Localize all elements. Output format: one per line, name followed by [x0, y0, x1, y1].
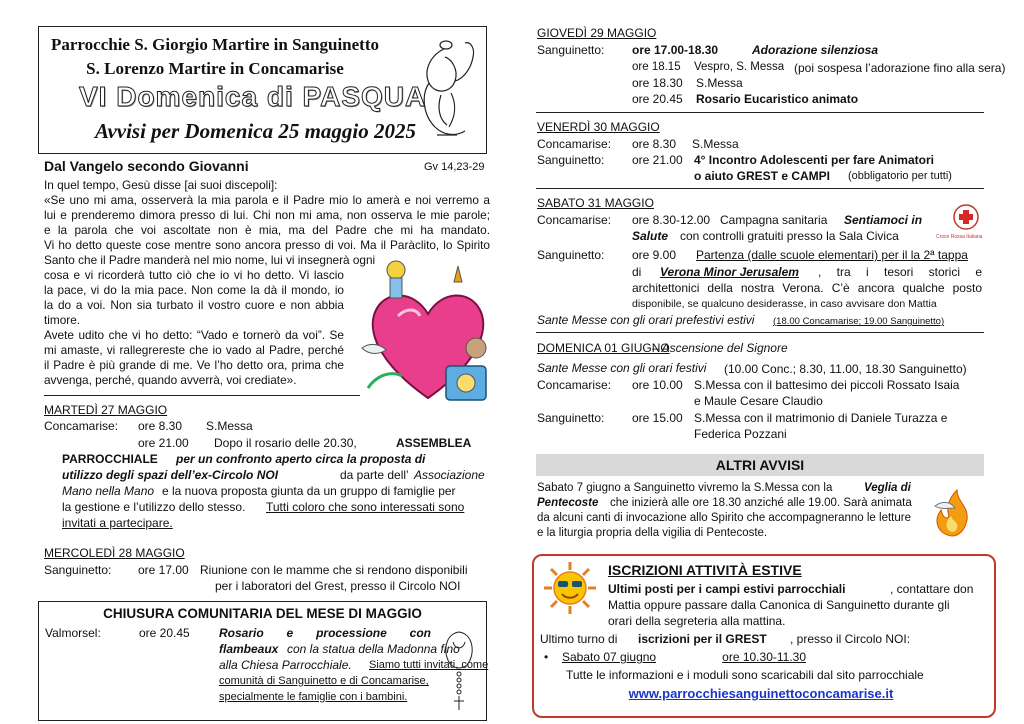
- place-label: Concamarise:: [537, 137, 612, 151]
- event: S.Messa con il matrimonio di Daniele Turazza e: [694, 411, 948, 425]
- event-highlight: PARROCCHIALE: [62, 452, 158, 466]
- time: ore 21.00: [138, 436, 189, 450]
- event: e la nuova proposta giunta da un gruppo di famiglie per: [162, 484, 456, 498]
- divider: [536, 188, 984, 189]
- event-note: Siamo tutti invitati, come: [369, 659, 489, 671]
- event: e Maule Cesare Claudio: [694, 394, 823, 408]
- gospel-line: mi amaste, vi rallegrereste che io vado al Padre, perché: [44, 343, 344, 357]
- event-highlight: Sentiamoci in: [844, 213, 923, 227]
- dove-icon: [411, 35, 481, 145]
- event: S.Messa: [206, 419, 253, 433]
- summer-text: , presso il Circolo NOI:: [790, 632, 911, 646]
- time: ore 9.00: [632, 248, 677, 262]
- summer-text: , contattare don: [890, 582, 974, 596]
- page-subtitle: Avvisi per Domenica 25 maggio 2025: [95, 119, 416, 143]
- day-heading-thursday: GIOVEDÌ 29 MAGGIO: [537, 26, 657, 40]
- sun-icon: [538, 560, 602, 616]
- divider: [536, 112, 984, 113]
- event-highlight: flambeaux: [219, 642, 279, 656]
- event: con la statua della Madonna fino: [287, 642, 460, 656]
- summer-text: orari della segreteria alla mattina.: [608, 614, 786, 628]
- association-name: Associazione: [414, 468, 485, 482]
- place-label: Concamarise:: [537, 213, 612, 227]
- parish-name-1: Parrocchie S. Giorgio Martire in Sanguinetto: [51, 35, 379, 54]
- time: ore 18.15: [632, 61, 681, 73]
- summer-activities-title: ISCRIZIONI ATTIVITÀ ESTIVE: [608, 562, 802, 578]
- event-highlight: ASSEMBLEA: [396, 436, 472, 450]
- event-highlight: Verona Minor Jerusalem: [660, 265, 799, 279]
- event: Dopo il rosario delle 20.30,: [214, 436, 357, 450]
- heart-eucharist-icon: [358, 258, 498, 408]
- time: ore 8.30-12.00: [632, 213, 711, 227]
- gospel-line: la do a voi. Non sia turbato il vostro cuore e non abbia: [44, 298, 344, 312]
- time: ore 18.30: [632, 76, 683, 90]
- notice-text: che inizierà alle ore 18.30 anziché alle 19.00. Sarà animata: [610, 497, 912, 509]
- event: disponibile, se qualcuno desiderasse, in caso avvisare don Mattia: [632, 298, 937, 310]
- event: per i laboratori del Grest, presso il Circolo NOI: [215, 579, 461, 593]
- event: Partenza (dalle scuole elementari) per il la 2ª tappa: [696, 248, 968, 262]
- grest-time: ore 10.30-11.30: [722, 650, 806, 664]
- parish-name-2: S. Lorenzo Martire in Concamarise: [86, 59, 344, 78]
- rosary-icon: [439, 628, 479, 712]
- summer-text-highlight: iscrizioni per il GREST: [638, 632, 767, 646]
- red-cross-label: Croce Rossa Italiana: [936, 234, 983, 240]
- red-cross-icon: [950, 203, 982, 235]
- event-note: specialmente le famiglie con i bambini.: [219, 691, 408, 703]
- gospel-line: Vi ho detto queste cose mentre sono ancora presso di voi. Ma il Paràclito, lo Spirito: [44, 238, 490, 252]
- event: Riunione con le mamme che si rendono disponibili: [200, 563, 468, 577]
- event: la gestione e l’utilizzo dello stesso.: [62, 500, 246, 514]
- place-label: Sanguinetto:: [537, 43, 605, 57]
- event: di: [632, 265, 642, 279]
- gospel-line: il Padre è più grande di me. Ve l’ho detto ora, prima che: [44, 358, 344, 372]
- feast-name: – Ascensione del Signore: [652, 341, 788, 355]
- notice-text: Sabato 7 giugno a Sanguinetto vivremo la S.Messa con la: [537, 482, 833, 494]
- gospel-line: lui e prenderemo dimora presso di lui. Chi non mi ama, non osserva le mie parole;: [44, 208, 490, 222]
- time: ore 20.45: [632, 92, 683, 106]
- day-heading-friday: VENERDÌ 30 MAGGIO: [537, 120, 660, 134]
- mass-schedule-note: Sante Messe con gli orari prefestivi estivi: [537, 313, 755, 327]
- place-label: Sanguinetto:: [44, 563, 112, 577]
- event: Campagna sanitaria: [720, 213, 828, 227]
- gospel-line: Avete udito che vi ho detto: “Vado e tornerò da voi”. Se: [44, 328, 344, 342]
- event-highlight: 4° Incontro Adolescenti per fare Animatori: [694, 153, 934, 167]
- time: ore 17.00-18.30: [632, 43, 719, 57]
- time: ore 21.00: [632, 153, 683, 167]
- place-label: Sanguinetto:: [537, 248, 605, 262]
- mass-schedule-times: (18.00 Concamarise; 19.00 Sanguinetto): [773, 316, 945, 327]
- mass-schedule-times: (10.00 Conc.; 8.30, 11.00, 18.30 Sanguinetto): [724, 362, 967, 376]
- event: da parte dell’: [340, 468, 409, 482]
- gospel-line: Santo che il Padre manderà nel mio nome, lui vi insegnerà ogni: [44, 253, 376, 267]
- divider: [536, 332, 984, 333]
- time: ore 8.30: [138, 419, 183, 433]
- event-note: Tutti coloro che sono interessati sono: [266, 500, 465, 514]
- event-highlight: utilizzo degli spazi dell’ex-Circolo NOI: [62, 468, 279, 482]
- time: ore 10.00: [632, 378, 683, 392]
- gospel-line: la pace, vi do la mia pace. Non come la dà il mondo, io: [44, 283, 344, 297]
- gospel-line: avvenga, perché, quando avverrà, voi crediate».: [44, 373, 297, 387]
- grest-date: Sabato 07 giugno: [562, 650, 657, 664]
- fire-dove-icon: [925, 486, 979, 540]
- time: ore 17.00: [138, 563, 189, 577]
- notice-text: e la liturgia propria della vigilia di Pentecoste.: [537, 527, 768, 539]
- gospel-line: «Se uno mi ama, osserverà la mia parola e il Padre mio lo amerà e noi verremo a: [44, 193, 490, 207]
- divider: [44, 395, 360, 396]
- event: , tra i tesori storici e: [818, 265, 982, 279]
- event: con controlli gratuiti presso la Sala Civica: [680, 229, 899, 243]
- place-label: Concamarise:: [537, 378, 612, 392]
- event-highlight: o aiuto GREST e CAMPI: [694, 169, 831, 183]
- event-highlight: per un confronto aperto circa la proposta di: [176, 452, 426, 466]
- section-title-other-notices: ALTRI AVVISI: [536, 454, 984, 476]
- event: alla Chiesa Parrocchiale.: [219, 658, 352, 672]
- place-label: Sanguinetto:: [537, 411, 605, 425]
- event: S.Messa con il battesimo dei piccoli Rossato Isaia: [694, 378, 960, 392]
- event-highlight: Rosario e processione con: [219, 626, 431, 640]
- summer-text-highlight: Ultimi posti per i campi estivi parrocchiali: [608, 582, 846, 596]
- notice-highlight: Veglia di: [864, 482, 911, 494]
- event-highlight: Adorazione silenziosa: [752, 43, 879, 57]
- event: S.Messa: [692, 137, 739, 151]
- summer-text: Tutte le informazioni e i moduli sono scaricabili dal sito parrocchiale: [566, 668, 924, 682]
- summer-text: Ultimo turno di: [540, 632, 618, 646]
- page-title: VI Domenica di PASQUA: [79, 81, 427, 112]
- event-highlight: Salute: [632, 229, 669, 243]
- association-name: Mano nella Mano: [62, 484, 155, 498]
- time: ore 15.00: [632, 411, 683, 425]
- event: S.Messa: [696, 76, 743, 90]
- place-label: Sanguinetto:: [537, 153, 605, 167]
- time: ore 8.30: [632, 137, 677, 151]
- gospel-reference: Gv 14,23-29: [424, 161, 485, 173]
- summer-text: Mattia oppure passare dalla Canonica di Sanguinetto durante gli: [608, 598, 950, 612]
- gospel-line: In quel tempo, Gesù disse [ai suoi discepoli]:: [44, 178, 278, 192]
- notice-highlight: Pentecoste: [537, 497, 599, 509]
- day-heading-sunday: DOMENICA 01 GIUGNO: [537, 341, 670, 355]
- day-heading-tuesday: MARTEDÌ 27 MAGGIO: [44, 403, 168, 417]
- notice-text: da alcuni canti di invocazione allo Spirito che accompagneranno le letture: [537, 512, 911, 524]
- place-label: Concamarise:: [44, 419, 119, 433]
- time: ore 20.45: [139, 626, 190, 640]
- event: Vespro, S. Messa: [694, 61, 785, 73]
- gospel-line: timore.: [44, 313, 81, 327]
- event-note: comunità di Sanguinetto e di Concamarise,: [219, 675, 429, 687]
- mass-schedule-note: Sante Messe con gli orari festivi: [537, 361, 707, 375]
- parish-website-link[interactable]: www.parrocchiesanguinettoconcamarise.it: [628, 686, 894, 701]
- event-note: invitati a partecipare.: [62, 516, 173, 530]
- closure-title: CHIUSURA COMUNITARIA DEL MESE DI MAGGIO: [103, 606, 422, 621]
- day-heading-saturday: SABATO 31 MAGGIO: [537, 196, 654, 210]
- day-heading-wednesday: MERCOLEDÌ 28 MAGGIO: [44, 546, 185, 560]
- event: Federica Pozzani: [694, 427, 787, 441]
- gospel-title: Dal Vangelo secondo Giovanni: [44, 158, 249, 174]
- gospel-line: cosa e vi ricorderà tutto ciò che io vi ho detto. Vi lascio: [44, 268, 344, 282]
- gospel-line: e la parola che voi ascoltate non è mia, ma del Padre che mi ha mandato.: [44, 223, 490, 237]
- event-note: (obbligatorio per tutti): [848, 170, 952, 182]
- event-highlight: Rosario Eucaristico animato: [696, 92, 859, 106]
- event: architettonici della nostra Verona. C’è ancora qualche posto: [632, 281, 982, 295]
- header-box: [38, 26, 487, 154]
- closure-box: [38, 601, 487, 721]
- place-label: Valmorsel:: [45, 626, 101, 640]
- bullet-icon: •: [544, 650, 549, 664]
- event-note: (poi sospesa l’adorazione fino alla sera): [794, 61, 1006, 75]
